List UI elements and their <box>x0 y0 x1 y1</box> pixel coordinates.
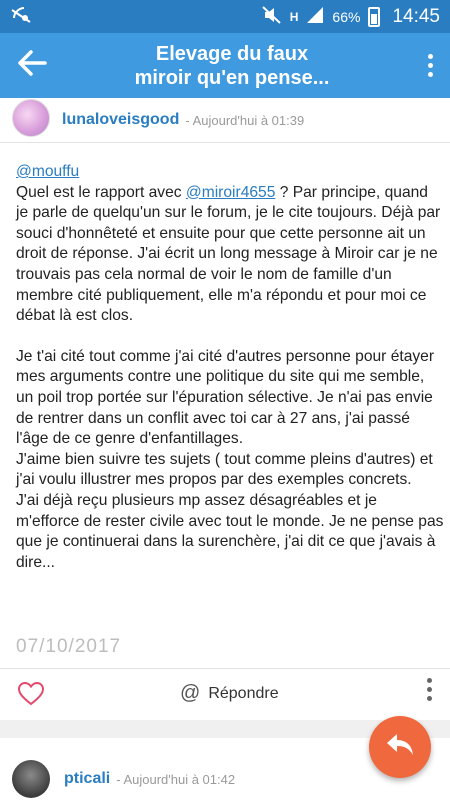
reply-arrow-icon <box>385 732 415 763</box>
post-options-button[interactable] <box>427 678 432 701</box>
post-author[interactable]: pticali <box>64 770 111 787</box>
mention-link[interactable]: @miroir4655 <box>185 183 276 201</box>
post-timestamp: - Aujourd'hui à 01:42 <box>116 771 236 787</box>
post-text: ? Par principe, quand je parle de quelqu'un sur le forum, je le cite toujours. Déjà par souci d'honnêteté et ensuite pour que cette personne ait un droit de réponse. J'ai écrit un long message à Miroir car je ne trouvais pas cela normal de voir le nom de famille d'un membre cité publiquement, elle m'a répondu et pour moi ce débat là est clos. <box>16 183 441 325</box>
at-icon: @ <box>180 682 201 704</box>
mute-icon <box>262 6 282 27</box>
post-timestamp: - Aujourd'hui à 01:39 <box>185 112 305 128</box>
title-line-1: Elevage du faux <box>155 42 309 65</box>
post-header <box>0 98 450 142</box>
post-text: Quel est le rapport avec <box>16 183 186 201</box>
arrow-left-icon <box>17 50 47 81</box>
page-title <box>64 42 410 90</box>
clock: 14:45 <box>392 5 440 27</box>
more-vert-icon <box>428 54 433 77</box>
post-paragraph: J'ai déjà reçu plusieurs mp assez désagréables et je m'efforce de rester civile avec tout le monde. Je ne pense pas que je continuerai dans la surenchère, j'ai dit ce que j'avais à dire... <box>16 491 444 571</box>
like-button[interactable] <box>18 682 44 711</box>
mention-link[interactable]: @mouffu <box>16 163 80 180</box>
divider <box>0 142 450 143</box>
reply-label: Répondre <box>208 684 279 702</box>
post-date: 07/10/2017 <box>16 636 122 657</box>
network-type-label: H <box>289 9 299 24</box>
phone-wifi-icon <box>10 4 32 29</box>
avatar[interactable] <box>12 99 50 137</box>
avatar[interactable] <box>12 760 50 798</box>
overflow-menu-button[interactable] <box>410 33 450 98</box>
battery-percent: 66% <box>332 8 361 25</box>
post-author[interactable]: lunaloveisgood <box>62 111 180 128</box>
quick-reply-fab[interactable] <box>369 716 431 778</box>
app-bar <box>0 33 450 98</box>
post-body <box>16 162 444 573</box>
title-line-2: miroir qu'en pense... <box>134 66 330 89</box>
post-paragraph: Je t'ai cité tout comme j'ai cité d'autres personne pour étayer mes arguments contre une politique du site qui me semble, un poil trop portée sur l'épuration sélective. Je n'ai pas envie de rentrer dans un conflit avec toi car à 27 ans, j'ai passé l'âge de ce genre d'enfantillages. <box>16 347 435 448</box>
status-bar <box>0 0 450 33</box>
post-paragraph: J'aime bien suivre tes sujets ( tout comme pleins d'autres) et j'ai voulu illustrer mes propos par des exemples concrets. <box>16 450 433 489</box>
signal-icon <box>306 6 324 27</box>
reply-button[interactable] <box>180 682 279 705</box>
heart-icon <box>18 682 44 706</box>
battery-icon <box>368 7 380 27</box>
post-actions <box>0 668 450 720</box>
back-button[interactable] <box>0 33 64 98</box>
